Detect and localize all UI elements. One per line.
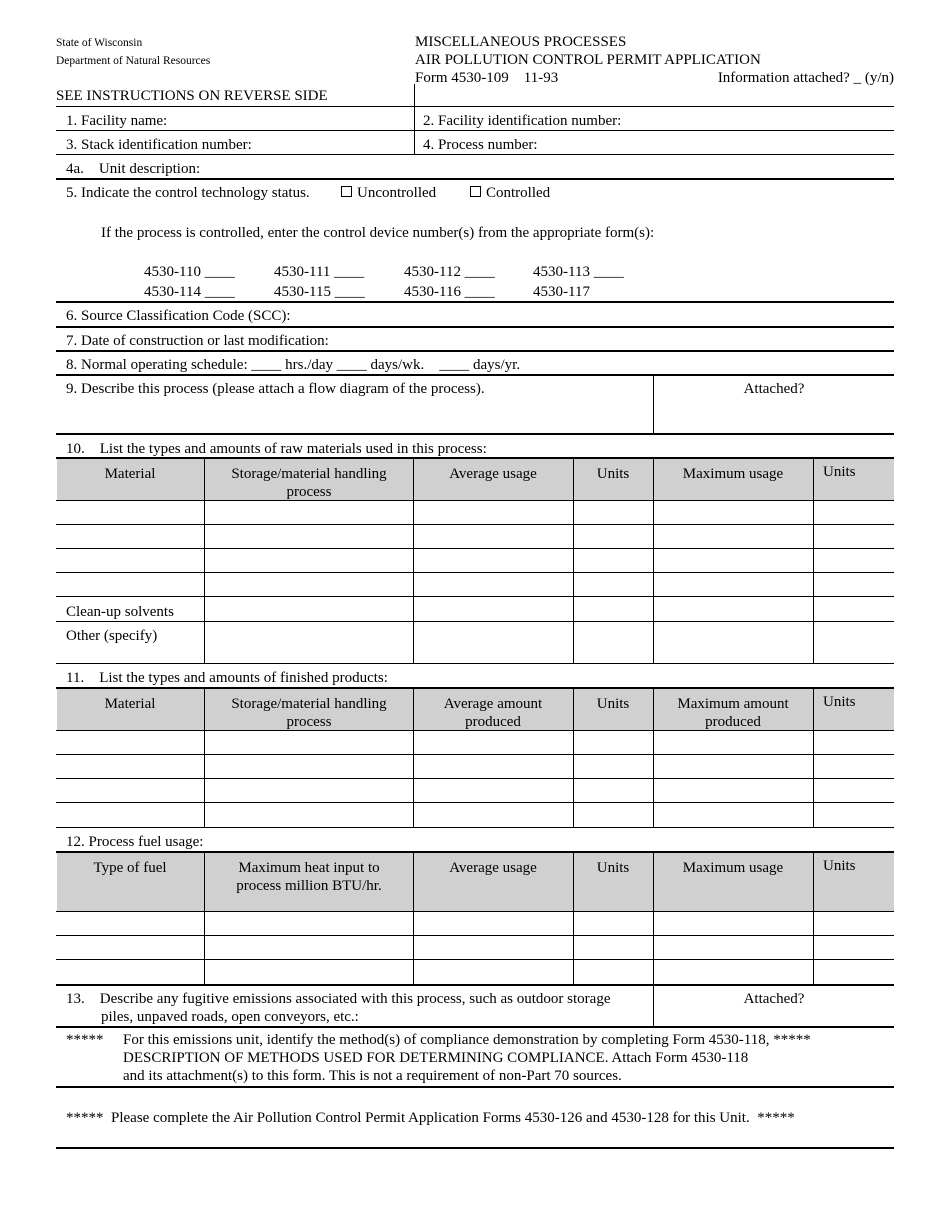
controlled-checkbox[interactable] xyxy=(470,186,550,201)
controlled-label: Controlled xyxy=(486,185,551,201)
raw-materials-title: 10. List the types and amounts of raw materials used in this process: xyxy=(66,441,487,457)
col-header-units: Units xyxy=(823,858,856,874)
rule xyxy=(56,178,894,180)
facility-name-field[interactable]: 1. Facility name: xyxy=(66,113,168,129)
unit-description-field[interactable]: 4a. Unit description: xyxy=(66,161,201,177)
form-4530-116[interactable]: 4530-116 ____ xyxy=(404,284,495,300)
rule xyxy=(56,524,894,525)
rule xyxy=(56,935,894,936)
rule xyxy=(56,548,894,549)
stars: ***** xyxy=(66,1032,104,1048)
rule xyxy=(414,84,415,106)
col-header-units: Units xyxy=(596,466,630,482)
form-4530-111[interactable]: 4530-111 ____ xyxy=(274,264,365,280)
rule xyxy=(56,984,894,986)
department-name: Department of Natural Resources xyxy=(56,55,211,67)
form-number: Form 4530-109 11-93 xyxy=(415,70,559,86)
uncontrolled-label: Uncontrolled xyxy=(357,185,437,201)
control-device-note: If the process is controlled, enter the control device number(s) from the appropriate form(s): xyxy=(101,225,655,241)
rule xyxy=(56,301,894,303)
process-number-field[interactable]: 4. Process number: xyxy=(423,137,538,153)
checkbox-icon xyxy=(341,186,352,197)
rule xyxy=(573,458,574,664)
rule xyxy=(56,911,894,912)
form-title: MISCELLANEOUS PROCESSES xyxy=(415,34,627,50)
rule xyxy=(653,688,654,828)
form-4530-117[interactable]: 4530-117 xyxy=(533,284,590,300)
fugitive-emissions-field[interactable]: 13. Describe any fugitive emissions associated with this process, such as outdoor storage xyxy=(66,991,611,1007)
col-header-material: Material xyxy=(104,466,156,482)
rule xyxy=(56,687,894,689)
rule xyxy=(56,106,894,107)
operating-schedule-field[interactable]: 8. Normal operating schedule: ____ hrs./day ____ days/wk. ____ days/yr. xyxy=(66,357,521,373)
form-4530-114[interactable]: 4530-114 ____ xyxy=(144,284,235,300)
uncontrolled-checkbox[interactable] xyxy=(341,186,436,201)
col-header-maximum-usage: Maximum usage xyxy=(682,860,784,876)
col-header-units: Units xyxy=(596,860,630,876)
attached-field-9[interactable]: Attached? xyxy=(743,381,805,397)
rule xyxy=(56,959,894,960)
compliance-note-line3: and its attachment(s) to this form. This is not a requirement of non-Part 70 sources. xyxy=(123,1068,622,1084)
stack-id-field[interactable]: 3. Stack identification number: xyxy=(66,137,252,153)
form-4530-113[interactable]: 4530-113 ____ xyxy=(533,264,624,280)
rule xyxy=(204,688,205,828)
facility-id-field[interactable]: 2. Facility identification number: xyxy=(423,113,622,129)
rule xyxy=(56,500,894,501)
col-header-average-amount: Average amount produced xyxy=(443,696,543,730)
col-header-average-usage: Average usage xyxy=(449,466,537,482)
col-header-units: Units xyxy=(823,694,856,710)
agency-name: State of Wisconsin xyxy=(56,37,143,49)
cleanup-solvents-label: Clean-up solvents xyxy=(66,604,174,620)
rule xyxy=(56,621,894,622)
rule xyxy=(56,827,894,828)
fuel-usage-title: 12. Process fuel usage: xyxy=(66,834,204,850)
col-header-units: Units xyxy=(823,464,856,480)
compliance-note-line2: DESCRIPTION OF METHODS USED FOR DETERMINING COMPLIANCE. Attach Form 4530-118 xyxy=(123,1050,749,1066)
rule xyxy=(204,458,205,664)
col-header-storage: Storage/material handling process xyxy=(231,466,387,500)
instructions-note: SEE INSTRUCTIONS ON REVERSE SIDE xyxy=(56,88,328,104)
form-4530-115[interactable]: 4530-115 ____ xyxy=(274,284,365,300)
rule xyxy=(413,458,414,664)
scc-field[interactable]: 6. Source Classification Code (SCC): xyxy=(66,308,291,324)
col-header-fuel-type: Type of fuel xyxy=(93,860,167,876)
rule xyxy=(56,778,894,779)
fugitive-emissions-field-cont: piles, unpaved roads, open conveyors, etc.: xyxy=(101,1009,359,1025)
rule xyxy=(413,688,414,828)
rule xyxy=(56,1147,894,1149)
col-header-maximum-usage: Maximum usage xyxy=(682,466,784,482)
form-4530-110[interactable]: 4530-110 ____ xyxy=(144,264,235,280)
form-4530-112[interactable]: 4530-112 ____ xyxy=(404,264,495,280)
form-subtitle: AIR POLLUTION CONTROL PERMIT APPLICATION xyxy=(415,52,761,68)
col-header-units: Units xyxy=(596,696,630,712)
rule xyxy=(56,802,894,803)
process-description-field[interactable]: 9. Describe this process (please attach a flow diagram of the process). xyxy=(66,381,485,397)
rule xyxy=(56,596,894,597)
col-header-material: Material xyxy=(104,696,156,712)
control-status-label: 5. Indicate the control technology status. xyxy=(66,185,310,201)
checkbox-icon xyxy=(470,186,481,197)
rule xyxy=(56,130,894,131)
col-header-heat-input: Maximum heat input to process million BTU/hr. xyxy=(236,860,382,894)
finished-products-title: 11. List the types and amounts of finished products: xyxy=(66,670,388,686)
rule xyxy=(56,754,894,755)
col-header-storage: Storage/material handling process xyxy=(231,696,387,730)
attached-field-13[interactable]: Attached? xyxy=(743,991,805,1007)
info-attached[interactable]: Information attached? _ (y/n) xyxy=(717,70,894,86)
rule xyxy=(813,688,814,828)
rule xyxy=(56,433,894,435)
rule xyxy=(653,458,654,664)
rule xyxy=(56,350,894,352)
rule xyxy=(56,1026,894,1028)
other-specify-label: Other (specify) xyxy=(66,628,158,644)
construction-date-field[interactable]: 7. Date of construction or last modification: xyxy=(66,333,329,349)
rule xyxy=(56,457,894,459)
rule xyxy=(56,154,894,155)
col-header-average-usage: Average usage xyxy=(449,860,537,876)
rule xyxy=(56,1086,894,1088)
col-header-maximum-amount: Maximum amount produced xyxy=(677,696,789,730)
rule xyxy=(56,374,894,376)
compliance-note-line1: For this emissions unit, identify the method(s) of compliance demonstration by completing Form 4530-118, ***** xyxy=(123,1032,811,1048)
rule xyxy=(56,326,894,328)
rule xyxy=(813,852,814,984)
rule xyxy=(813,458,814,664)
final-note: ***** Please complete the Air Pollution Control Permit Application Forms 4530-126 and 4530-128 for this Unit. ***** xyxy=(66,1110,795,1126)
rule xyxy=(56,663,894,664)
rule xyxy=(56,851,894,853)
rule xyxy=(56,572,894,573)
rule xyxy=(204,852,205,984)
